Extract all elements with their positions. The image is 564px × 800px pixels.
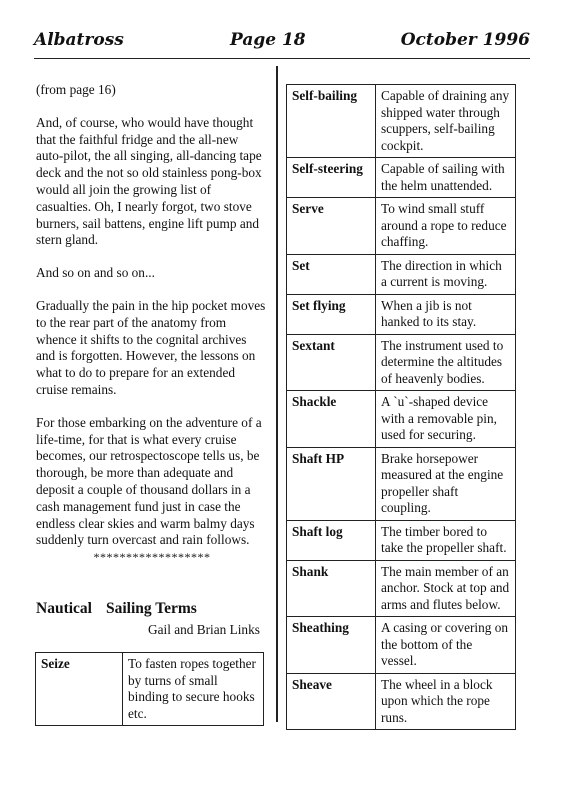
term-row <box>287 673 516 730</box>
term-name: Serve <box>287 198 376 255</box>
term-row <box>287 520 516 560</box>
term-name: Shackle <box>287 391 376 448</box>
page-number: Page 18 <box>230 30 306 50</box>
header-rule <box>34 58 530 59</box>
term-definition: Brake horsepower measured at the engine propeller shaft coupling. <box>376 447 516 520</box>
term-definition: The timber bored to take the propeller shaft. <box>376 520 516 560</box>
term-definition: To wind small stuff around a rope to reduce chaffing. <box>376 198 516 255</box>
term-definition: To fasten ropes together by turns of small binding to secure hooks etc. <box>123 653 264 726</box>
term-definition: The instrument used to determine the altitudes of heavenly bodies. <box>376 334 516 391</box>
terms-heading-part1: Nautical <box>36 600 92 617</box>
terms-heading <box>36 600 197 618</box>
terms-table-left <box>35 652 264 726</box>
term-definition: The direction in which a current is moving. <box>376 254 516 294</box>
term-row <box>287 447 516 520</box>
column-divider <box>276 66 278 722</box>
issue-date: October 1996 <box>400 30 530 50</box>
term-row <box>287 334 516 391</box>
term-definition: When a jib is not hanked to its stay. <box>376 294 516 334</box>
term-name: Sheathing <box>287 617 376 674</box>
term-row <box>287 294 516 334</box>
term-definition: A `u`-shaped device with a removable pin, used for securing. <box>376 391 516 448</box>
term-name: Sextant <box>287 334 376 391</box>
term-row <box>287 254 516 294</box>
terms-table-right <box>286 84 516 730</box>
section-separator: ****************** <box>93 550 211 565</box>
article-paragraph: And so on and so on... <box>36 265 155 281</box>
article-paragraph: Gradually the pain in the hip pocket moves to the rear part of the anatomy from whence it shifts to the cognital archives and is forgotten. However, the lessons on what to do to prepare for an extended cruise remains. <box>36 297 266 397</box>
term-row <box>287 85 516 158</box>
page-header <box>34 30 530 56</box>
term-name: Shaft log <box>287 520 376 560</box>
term-name: Shank <box>287 560 376 617</box>
term-definition: A casing or covering on the bottom of the vessel. <box>376 617 516 674</box>
term-row <box>36 653 264 726</box>
term-definition: The wheel in a block upon which the rope runs. <box>376 673 516 730</box>
term-definition: The main member of an anchor. Stock at top and arms and flutes below. <box>376 560 516 617</box>
term-name: Self-bailing <box>287 85 376 158</box>
article-paragraph: And, of course, who would have thought that the faithful fridge and the all-new auto-pilot, the all singing, all-dancing tape deck and the not so old stainless pong-box would all join the growing list of casualties. Oh, I nearly forgot, two stove burners, sail battens, engine lift pump and stern gland. <box>36 114 262 248</box>
article-body <box>36 82 268 566</box>
term-row <box>287 158 516 198</box>
term-name: Set <box>287 254 376 294</box>
term-name: Sheave <box>287 673 376 730</box>
term-name: Shaft HP <box>287 447 376 520</box>
term-row <box>287 617 516 674</box>
term-name: Seize <box>36 653 123 726</box>
term-row <box>287 198 516 255</box>
terms-authors: Gail and Brian Links <box>148 622 260 637</box>
article-paragraph: For those embarking on the adventure of a life-time, for that is what every cruise becomes, our retrospectoscope tells us, be thorough, be more than adequate and deposit a couple of thousand dollars in a cash management fund just in case the endless clear skies and warm balmy days suddenly turn overcast and rain follows. <box>36 414 262 548</box>
term-row <box>287 391 516 448</box>
term-name: Set flying <box>287 294 376 334</box>
term-definition: Capable of sailing with the helm unattended. <box>376 158 516 198</box>
term-definition: Capable of draining any shipped water through scuppers, self-bailing cockpit. <box>376 85 516 158</box>
publication-title: Albatross <box>34 30 124 50</box>
terms-heading-part2: Sailing Terms <box>105 600 197 617</box>
term-row <box>287 560 516 617</box>
term-name: Self-steering <box>287 158 376 198</box>
article-paragraph: (from page 16) <box>36 82 116 97</box>
